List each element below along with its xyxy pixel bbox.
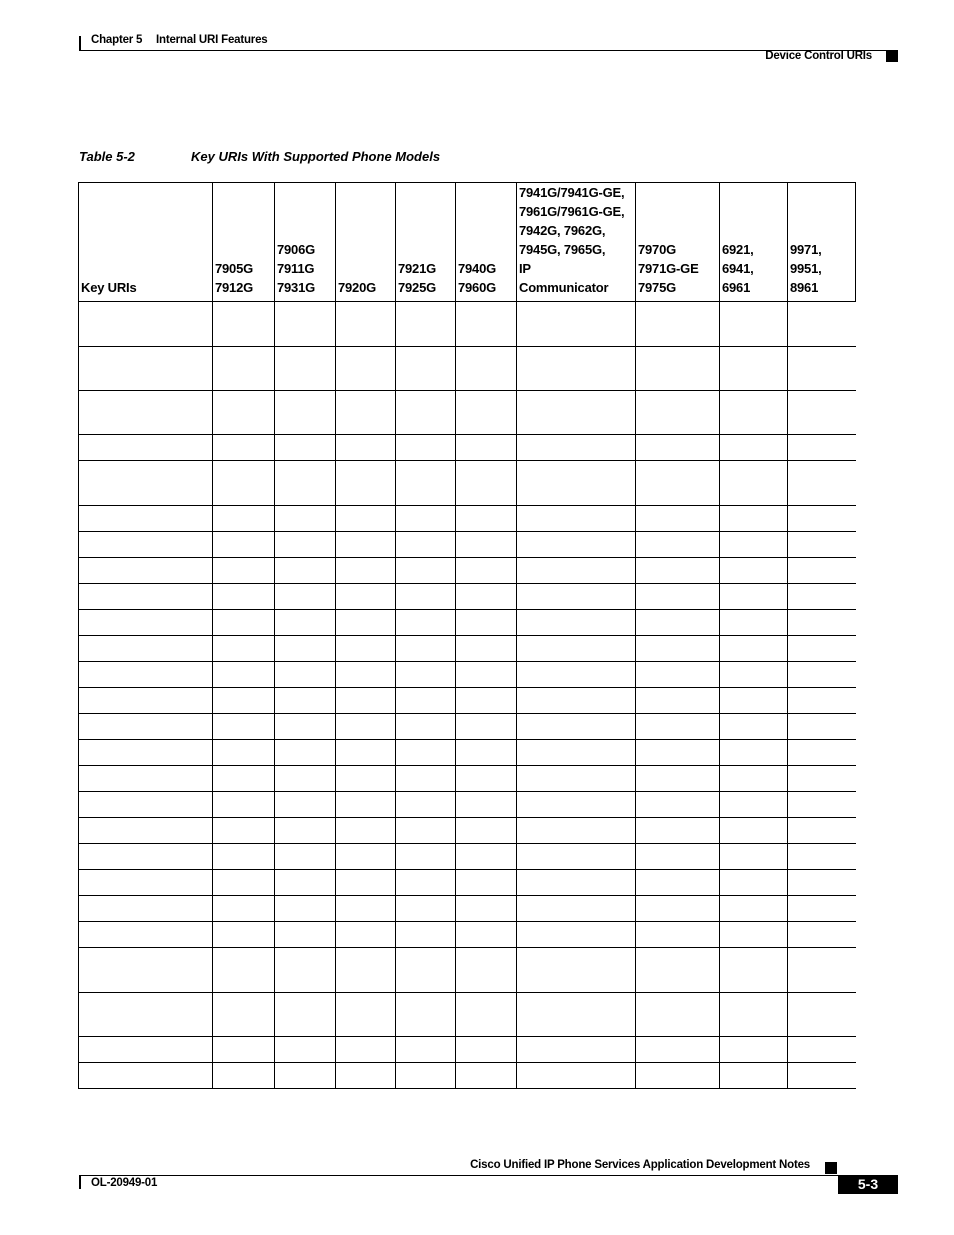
table-row-rule: [78, 346, 856, 347]
table-row-rule: [78, 992, 856, 993]
table-row-rule: [78, 687, 856, 688]
table-row-rule: [78, 609, 856, 610]
table-row-rule: [78, 765, 856, 766]
table-row-rule: [78, 557, 856, 558]
table-row-rule: [78, 1088, 213, 1089]
table-row-rule: [78, 460, 856, 461]
footer-marker: [825, 1162, 837, 1174]
table-row-rule: [78, 843, 856, 844]
table-row-rule: [78, 635, 856, 636]
chapter-label: Chapter 5: [91, 34, 143, 46]
table-row-rule: [78, 1036, 856, 1037]
table-row-rule: [78, 921, 856, 922]
table-row-rule: [212, 1088, 856, 1089]
table-header-rule: [78, 301, 856, 302]
table-row-rule: [78, 434, 856, 435]
footer-rule: [79, 1175, 898, 1176]
table-row-rule: [78, 390, 856, 391]
column-header-7940g: 7940G 7960G: [458, 261, 497, 295]
table-caption-title: Key URIs With Supported Phone Models: [191, 149, 441, 164]
table-row-rule: [78, 505, 856, 506]
table-row-rule: [78, 817, 856, 818]
table-row-rule: [78, 869, 856, 870]
section-title: Device Control URIs: [765, 50, 872, 62]
table-row-rule: [78, 713, 856, 714]
column-header-key-uris: Key URIs: [81, 280, 137, 295]
page-number: 5-3: [838, 1175, 898, 1194]
table-row-rule: [78, 947, 856, 948]
footer-doc-title: Cisco Unified IP Phone Services Application Development Notes: [470, 1159, 810, 1171]
column-header-7905g: 7905G 7912G: [215, 261, 254, 295]
column-header-7920g: 7920G: [338, 280, 377, 295]
table-row-rule: [78, 661, 856, 662]
column-header-7906g: 7906G 7911G 7931G: [277, 242, 316, 295]
column-header-9971: 9971, 9951, 8961: [790, 242, 822, 295]
table-row-rule: [78, 583, 856, 584]
table-row-rule: [78, 895, 856, 896]
table-border-top: [78, 182, 856, 183]
table-border-right: [855, 182, 856, 302]
column-header-7970g: 7970G 7971G-GE 7975G: [638, 242, 699, 295]
chapter-title: Internal URI Features: [156, 34, 268, 46]
table-row-rule: [78, 791, 856, 792]
table-row-rule: [78, 531, 856, 532]
header-marker: [886, 50, 898, 62]
footer-rule-bar: [79, 1175, 81, 1189]
table-caption-number: Table 5-2: [79, 149, 135, 164]
footer-doc-number: OL-20949-01: [91, 1177, 158, 1189]
column-header-6921: 6921, 6941, 6961: [722, 242, 754, 295]
column-header-7941g: 7941G/7941G-GE, 7961G/7961G-GE, 7942G, 7962G, 7945G, 7965G, IP Communicator: [519, 185, 625, 295]
table-row-rule: [78, 1062, 856, 1063]
column-header-7921g: 7921G 7925G: [398, 261, 437, 295]
table-row-rule: [78, 739, 856, 740]
header-rule-bar: [79, 36, 81, 50]
